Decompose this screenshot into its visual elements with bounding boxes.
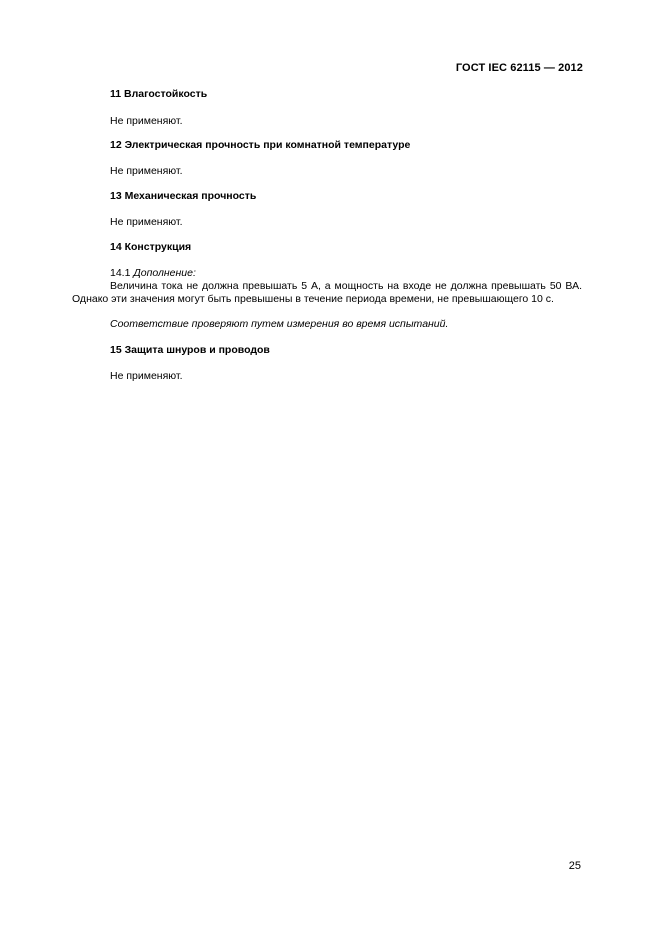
subclause-number: 14.1 <box>110 267 131 279</box>
subclause-label: Дополнение: <box>133 267 196 279</box>
compliance-note: Соответствие проверяют путем измерения во время испытаний. <box>110 318 449 330</box>
section-15-text: Не применяют. <box>110 370 183 382</box>
subclause-14-1 <box>110 267 196 279</box>
section-13-heading: 13 Механическая прочность <box>110 190 257 202</box>
section-13-text: Не применяют. <box>110 216 183 228</box>
page-number: 25 <box>568 860 581 872</box>
section-11-heading: 11 Влагостойкость <box>110 88 208 100</box>
standard-designation: ГОСТ IEC 62115 — 2012 <box>455 62 583 74</box>
section-11-text: Не применяют. <box>110 115 183 127</box>
section-15-heading: 15 Защита шнуров и проводов <box>110 344 270 356</box>
section-14-heading: 14 Конструкция <box>110 241 192 253</box>
section-12-text: Не применяют. <box>110 165 183 177</box>
section-14-paragraph: Величина тока не должна превышать 5 А, а мощность на входе не должна превышать 50 ВА. Однако эти значения могут быть превышены в течение периода времени, не превышающего 10 с. <box>72 280 582 305</box>
section-12-heading: 12 Электрическая прочность при комнатной температуре <box>110 139 411 151</box>
